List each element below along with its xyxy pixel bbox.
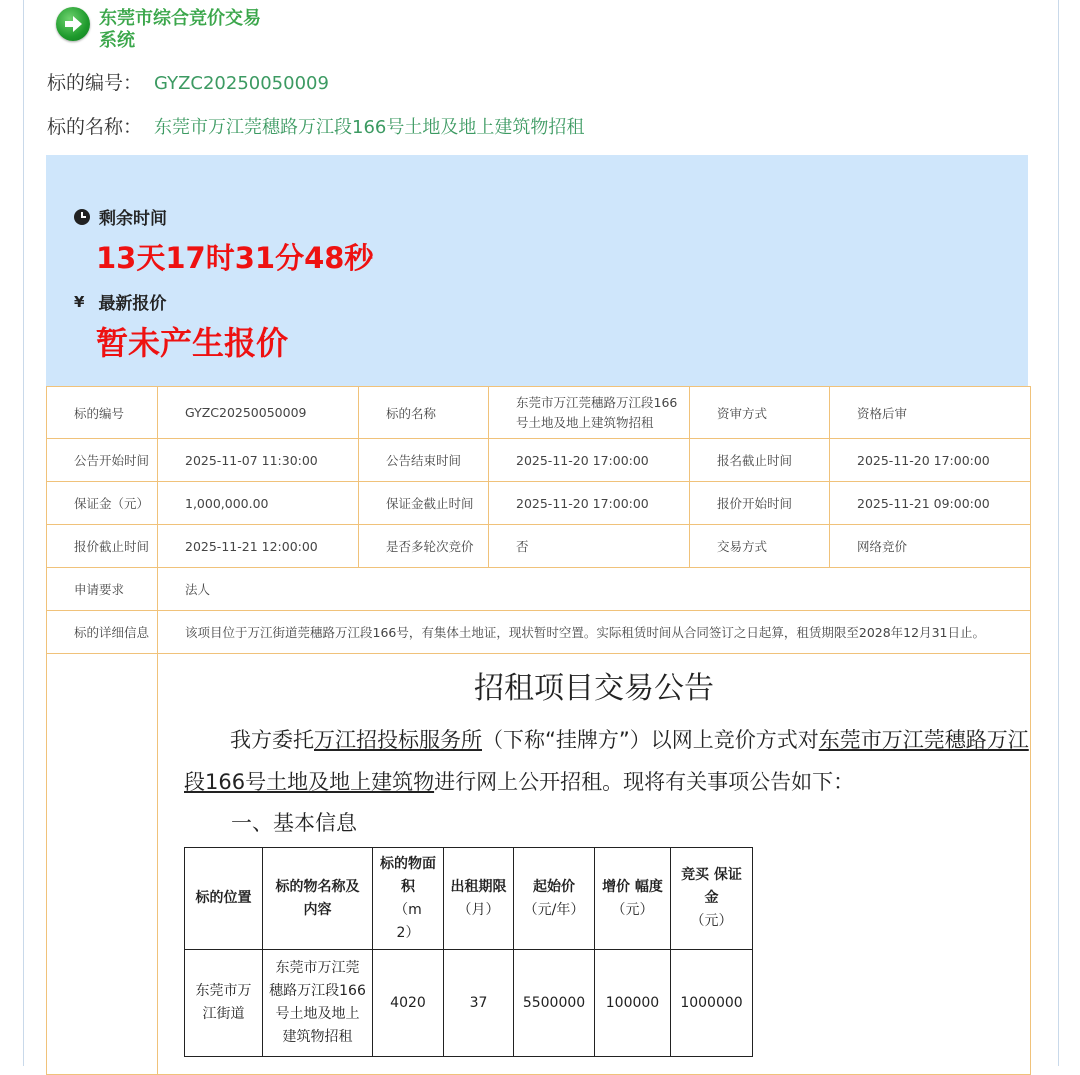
header-increment-unit: （元） (611, 901, 654, 918)
header-name: 标的物名称及内容 (263, 848, 373, 950)
header-start-price-unit: （元/年） (523, 901, 585, 918)
header-period (444, 848, 514, 950)
frame-left-border (23, 0, 24, 1066)
cell-area: 4020 (373, 950, 444, 1057)
latest-bid-label (74, 289, 166, 314)
detail-key: 申请要求 (47, 568, 158, 611)
header-period-unit: （月） (457, 901, 500, 918)
detail-row (47, 482, 1031, 525)
clock-icon (74, 209, 90, 225)
remaining-time-label-text: 剩余时间 (99, 209, 167, 229)
detail-key: 报价开始时间 (690, 482, 830, 525)
detail-value: 资格后审 (830, 387, 1031, 439)
notice-agent: 万江招投标服务所 (314, 728, 482, 752)
header-increment-text: 增价 幅度 (602, 878, 663, 895)
header-start-price (514, 848, 595, 950)
latest-bid-value: 暂未产生报价 (96, 324, 289, 362)
summary-name (47, 112, 584, 139)
detail-row (47, 568, 1031, 611)
summary-name-value: 东莞市万江莞穗路万江段166号土地及地上建筑物招租 (154, 117, 585, 138)
detail-key: 报价截止时间 (47, 525, 158, 568)
detail-row (47, 439, 1031, 482)
detail-value: 法人 (158, 568, 1031, 611)
notice-paragraph (184, 719, 1030, 803)
detail-key: 是否多轮次竞价 (359, 525, 489, 568)
detail-key: 公告开始时间 (47, 439, 158, 482)
detail-value: 否 (489, 525, 690, 568)
basic-info-header-row (185, 848, 753, 950)
detail-value: 2025-11-20 17:00:00 (830, 439, 1031, 482)
header-deposit (671, 848, 753, 950)
cell-start-price: 5500000 (514, 950, 595, 1057)
detail-key: 资审方式 (690, 387, 830, 439)
basic-info-table (184, 847, 753, 1057)
detail-value: 网络竞价 (830, 525, 1031, 568)
summary-name-label: 标的名称： (47, 116, 143, 138)
summary-code-label: 标的编号： (47, 72, 143, 94)
detail-value: 该项目位于万江街道莞穗路万江段166号，有集体土地证，现状暂时空置。实际租赁时间从合同签订之日起算，租赁期限至2028年12月31日止。 (158, 611, 1031, 654)
header-area (373, 848, 444, 950)
detail-key: 标的详细信息 (47, 611, 158, 654)
site-header (56, 4, 269, 60)
header-deposit-unit: （元） (690, 913, 733, 929)
system-name[interactable]: 东莞市综合竞价交易系统 (99, 8, 261, 51)
detail-key: 标的编号 (47, 387, 158, 439)
detail-value: 2025-11-20 17:00:00 (489, 482, 690, 525)
notice-text: （下称“挂牌方”）以网上竞价方式对 (482, 728, 819, 752)
header-increment (595, 848, 671, 950)
notice-text: 我方委托 (230, 728, 314, 752)
header-start-price-text: 起始价 (533, 878, 575, 895)
detail-value: 2025-11-21 09:00:00 (830, 482, 1031, 525)
header-area-unit-sup: 2 (396, 924, 406, 941)
header-area-unit (394, 902, 422, 941)
detail-value: 2025-11-20 17:00:00 (489, 439, 690, 482)
notice-text: 进行网上公开招租。现将有关事项公告如下： (434, 770, 855, 794)
header-area-unit-open: （m (394, 901, 422, 918)
notice-key-empty (47, 654, 158, 1075)
header-deposit-text: 竞买 保证金 (681, 867, 742, 906)
detail-key: 报名截止时间 (690, 439, 830, 482)
frame-right-border (1058, 0, 1059, 1066)
latest-bid-label-text: 最新报价 (98, 294, 167, 314)
header-area-unit-close: ） (405, 924, 420, 941)
arrow-right-icon[interactable] (56, 7, 90, 41)
notice-object: 东莞市万江莞穗路万江段166号土地及地上建筑物 (184, 728, 1029, 794)
summary-code-value: GYZC20250050009 (154, 73, 329, 94)
detail-value: 2025-11-07 11:30:00 (158, 439, 359, 482)
detail-row (47, 525, 1031, 568)
basic-info-row (185, 950, 753, 1057)
summary-code (47, 68, 329, 95)
cell-increment: 100000 (595, 950, 671, 1057)
detail-key: 标的名称 (359, 387, 489, 439)
cell-name: 东莞市万江莞穗路万江段166号土地及地上建筑物招租 (263, 950, 373, 1057)
detail-row (47, 387, 1031, 439)
header-area-text: 标的物面积 (380, 855, 436, 895)
detail-row (47, 611, 1031, 654)
detail-key: 交易方式 (690, 525, 830, 568)
detail-key: 保证金截止时间 (359, 482, 489, 525)
yen-icon: ¥ (74, 292, 85, 311)
header-location: 标的位置 (185, 848, 263, 950)
notice-title: 招租项目交易公告 (474, 671, 714, 706)
cell-location: 东莞市万江街道 (185, 950, 263, 1057)
remaining-time-value: 13天17时31分48秒 (96, 241, 374, 275)
remaining-time-label (74, 204, 167, 229)
detail-value: GYZC20250050009 (158, 387, 359, 439)
cell-period: 37 (444, 950, 514, 1057)
detail-value: 东莞市万江莞穗路万江段166号土地及地上建筑物招租 (489, 387, 690, 439)
detail-key: 保证金（元） (47, 482, 158, 525)
detail-key: 公告结束时间 (359, 439, 489, 482)
header-period-text: 出租期限 (450, 878, 507, 895)
detail-value: 1,000,000.00 (158, 482, 359, 525)
notice-section-title: 一、基本信息 (231, 811, 357, 835)
cell-deposit: 1000000 (671, 950, 753, 1057)
detail-value: 2025-11-21 12:00:00 (158, 525, 359, 568)
